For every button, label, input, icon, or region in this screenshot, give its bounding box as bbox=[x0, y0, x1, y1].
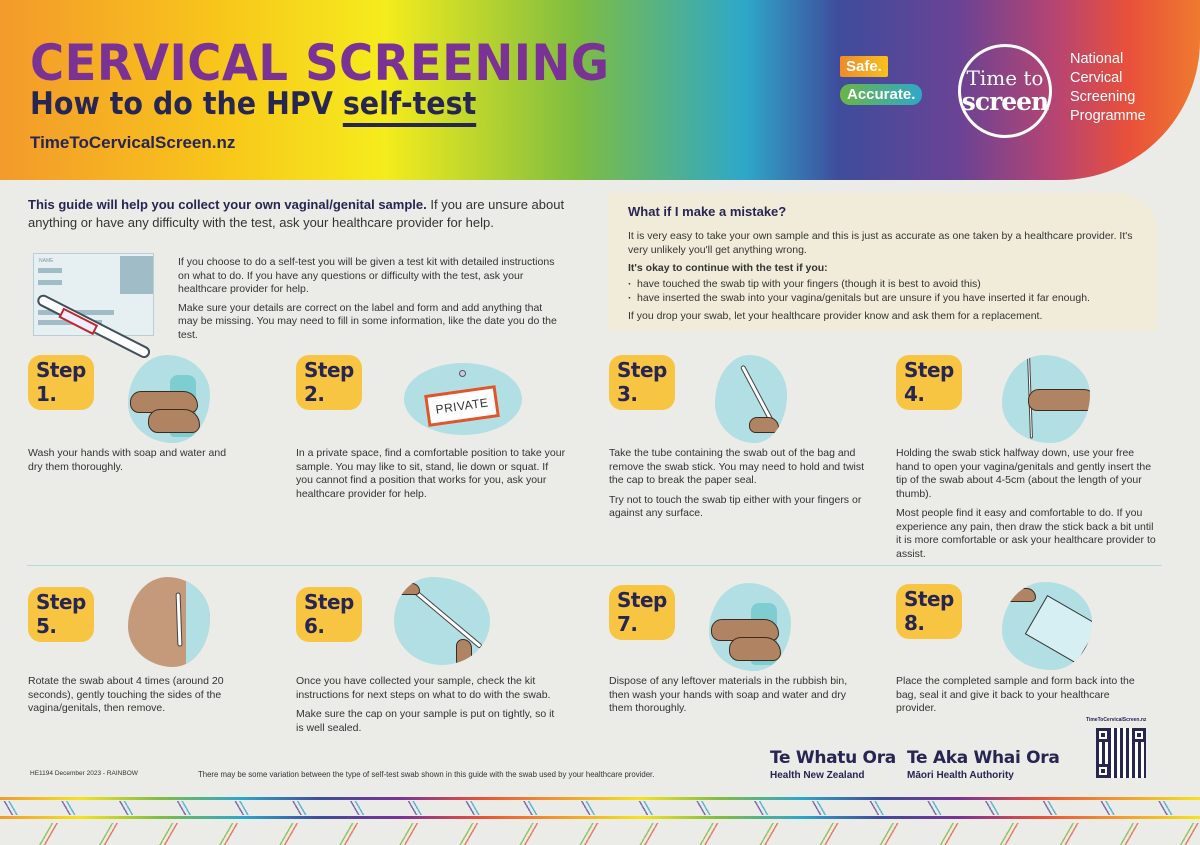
step-description bbox=[296, 675, 556, 735]
step-paragraph: Make sure the cap on your sample is put on tightly, so it is well sealed. bbox=[296, 708, 555, 734]
step-badge: Step 2. bbox=[296, 355, 362, 410]
step-paragraph: Place the completed sample and form back into the bag, seal it and give it back to your healthcare provider. bbox=[896, 675, 1135, 714]
kit-name-label: NAME bbox=[39, 258, 54, 264]
hand-icon bbox=[749, 417, 779, 433]
page-subtitle bbox=[30, 86, 476, 127]
insert-swab-illustration bbox=[1002, 355, 1090, 443]
step-paragraph: Holding the swab stick halfway down, use your free hand to open your vagina/genitals and gently insert the tip of the swab about 4-5cm (about the length of your thumb). bbox=[896, 447, 1152, 500]
background-area bbox=[186, 577, 210, 667]
section-divider bbox=[27, 565, 1162, 566]
callout-subheading: It's okay to continue with the test if you: bbox=[628, 262, 828, 274]
mistake-callout bbox=[608, 193, 1158, 331]
callout-title: What if I make a mistake? bbox=[628, 204, 787, 219]
accurate-badge: Accurate. bbox=[840, 84, 922, 105]
te-aka-whai-ora-logo bbox=[907, 748, 1060, 781]
step-description bbox=[609, 447, 869, 521]
programme-line: Cervical bbox=[1070, 70, 1123, 86]
te-whatu-ora-logo bbox=[770, 748, 896, 781]
programme-name bbox=[1070, 50, 1146, 126]
bag-sample-illustration bbox=[1002, 582, 1092, 670]
programme-line: National bbox=[1070, 51, 1124, 67]
kit-instructions bbox=[178, 256, 558, 342]
step-badge: Step 5. bbox=[28, 587, 94, 642]
footer-disclaimer: There may be some variation between the type of self-test swab shown in this guide with the swab used by your healthcare provider. bbox=[198, 770, 655, 779]
step-badge: Step 1. bbox=[28, 355, 94, 410]
qr-code-icon[interactable] bbox=[1096, 728, 1146, 778]
step-badge: Step 4. bbox=[896, 355, 962, 410]
step-badge: Step 6. bbox=[296, 587, 362, 642]
qr-finder bbox=[1132, 728, 1146, 742]
step-description bbox=[28, 675, 238, 716]
hand-icon bbox=[456, 639, 472, 665]
document-code: HE1194 December 2023 - RAINBOW bbox=[30, 770, 138, 777]
step-paragraph: Take the tube containing the swab out of the bag and remove the swab stick. You may need to hold and twist the cap to break the paper seal. bbox=[609, 447, 865, 486]
intro-rest: If you are unsure about anything or have any difficulty with the test, ask your healthcare provider for help. bbox=[28, 197, 565, 230]
hand-washing-illustration bbox=[128, 355, 210, 443]
step-description bbox=[28, 447, 238, 474]
step-paragraph: Once you have collected your sample, check the kit instructions for next steps on what to do with the swab. bbox=[296, 675, 551, 701]
form-field bbox=[38, 268, 62, 273]
hand-icon bbox=[148, 409, 200, 433]
step-description bbox=[609, 675, 869, 716]
step-badge: Step 3. bbox=[609, 355, 675, 410]
hook-icon bbox=[459, 370, 466, 377]
safe-badge: Safe. bbox=[840, 56, 888, 77]
step-badge: Step 7. bbox=[609, 585, 675, 640]
programme-line: Programme bbox=[1070, 108, 1146, 124]
form-field bbox=[38, 280, 62, 285]
list-item: · have inserted the swab into your vagina/genitals but are unsure if you have inserted it far enough. bbox=[628, 291, 1138, 305]
step-paragraph: Most people find it easy and comfortable to do. If you experience any pain, then draw the stick back a bit until it is more comfortable or ask your healthcare provider to assist. bbox=[896, 507, 1156, 560]
step-paragraph: Dispose of any leftover materials in the rubbish bin, then wash your hands with soap and water and dry them thoroughly. bbox=[609, 675, 848, 714]
hand-icon bbox=[729, 637, 781, 661]
org-name: Te Whatu Ora bbox=[770, 748, 896, 768]
callout-paragraph: It is very easy to take your own sample and this is just as accurate as one taken by a healthcare provider. It's very unlikely you'll get anything wrong. bbox=[628, 230, 1133, 256]
logo-line-2: screen bbox=[961, 87, 1049, 116]
hand-washing-illustration bbox=[709, 583, 791, 671]
time-to-screen-logo bbox=[958, 44, 1052, 138]
intro-bold: This guide will help you collect your own vaginal/genital sample. bbox=[28, 197, 427, 212]
hand-icon bbox=[394, 583, 420, 595]
swab-icon bbox=[409, 586, 483, 649]
step-paragraph: Try not to touch the swab tip either with your fingers or against any surface. bbox=[609, 493, 862, 519]
form-box bbox=[120, 256, 153, 294]
step-badge: Step 8. bbox=[896, 584, 962, 639]
hand-icon bbox=[1002, 588, 1036, 602]
kit-paragraph: If you choose to do a self-test you will be given a test kit with detailed instructions on what to do. If you have any questions or difficulty with the test, ask your healthcare provider for help. bbox=[178, 256, 555, 295]
step-paragraph: Wash your hands with soap and water and dry them thoroughly. bbox=[28, 447, 227, 473]
rotate-swab-illustration bbox=[128, 577, 210, 667]
pattern-band bbox=[0, 816, 1200, 819]
pattern-slashes bbox=[0, 801, 1200, 815]
programme-line: Screening bbox=[1070, 89, 1136, 105]
website-link[interactable]: TimeToCervicalScreen.nz bbox=[30, 133, 236, 152]
qr-caption: TimeToCervicalScreen.nz bbox=[1086, 717, 1147, 723]
qr-finder bbox=[1096, 764, 1110, 778]
header-banner bbox=[0, 0, 1200, 180]
swab-tube-icon bbox=[35, 293, 152, 360]
qr-finder bbox=[1096, 728, 1110, 742]
step-description bbox=[896, 675, 1136, 716]
private-sign-illustration bbox=[404, 363, 522, 435]
org-name: Te Aka Whai Ora bbox=[907, 748, 1060, 768]
rainbow-pattern-border bbox=[0, 795, 1200, 845]
subtitle-prefix: How to do the HPV bbox=[30, 86, 343, 122]
callout-paragraph: If you drop your swab, let your healthcare provider know and ask them for a replacement. bbox=[628, 309, 1043, 322]
subtitle-emphasis: self-test bbox=[343, 86, 476, 127]
step-description bbox=[296, 447, 566, 501]
callout-list bbox=[628, 277, 1138, 305]
pattern-slashes bbox=[0, 823, 1200, 845]
org-subtitle: Māori Health Authority bbox=[907, 770, 1014, 781]
step-paragraph: Rotate the swab about 4 times (around 20 seconds), gently touching the sides of the vagina/genitals, then remove. bbox=[28, 675, 224, 714]
swab-icon bbox=[176, 592, 183, 646]
bag-icon bbox=[1025, 595, 1092, 664]
cap-swab-illustration bbox=[394, 577, 490, 665]
intro-text bbox=[28, 196, 588, 232]
step-paragraph: In a private space, find a comfortable position to take your sample. You may like to sit, stand, lie down or squat. If you cannot find a position that works for you, ask your healthcare provider for help. bbox=[296, 447, 566, 500]
hand-icon bbox=[1028, 389, 1090, 411]
logo-line-1: Time to bbox=[966, 66, 1044, 90]
org-subtitle: Health New Zealand bbox=[770, 770, 865, 781]
private-sign: PRIVATE bbox=[424, 385, 500, 427]
kit-paragraph: Make sure your details are correct on the label and form and add anything that may be missing. You may need to fill in some information, like the date you do the test. bbox=[178, 301, 557, 341]
page-title: CERVICAL SCREENING bbox=[30, 34, 610, 92]
remove-swab-illustration bbox=[715, 355, 787, 443]
list-item: · have touched the swab tip with your fingers (though it is best to avoid this) bbox=[628, 277, 1138, 291]
step-description bbox=[896, 447, 1156, 561]
pattern-band bbox=[0, 797, 1200, 800]
test-kit-illustration bbox=[33, 253, 154, 336]
